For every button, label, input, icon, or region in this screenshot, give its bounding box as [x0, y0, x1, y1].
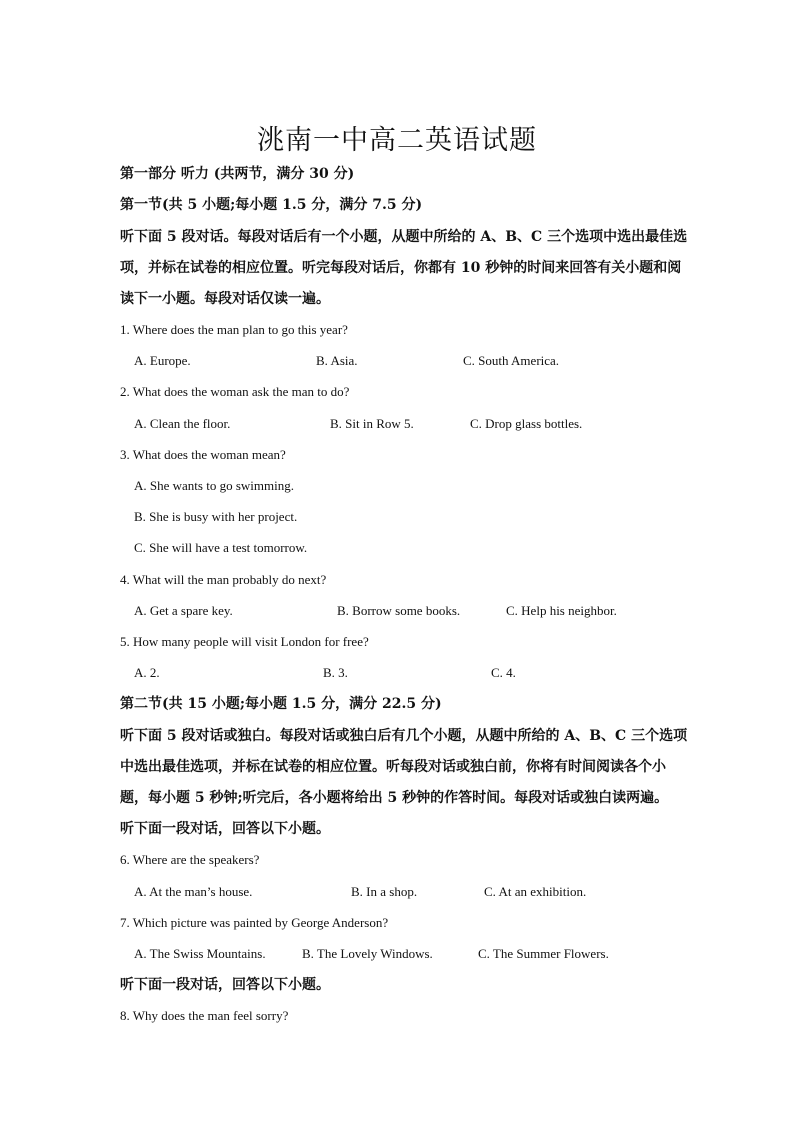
question-stem: 4. What will the man probably do next?: [120, 572, 327, 587]
listen-prompt: 听下面一段对话，回答以下小题。: [120, 821, 330, 837]
section2-instruction-line: 中选出最佳选项，并标在试卷的相应位置。听每段对话或独白前，你将有时间阅读各个小: [120, 759, 666, 775]
section2-instruction-line: 题，每小题 5 秒钟;听完后，各小题将给出 5 秒钟的作答时间。每段对话或独白读两遍。: [120, 790, 669, 806]
question-stem: 8. Why does the man feel sorry?: [120, 1008, 289, 1023]
section2-instruction-line: 听下面 5 段对话或独白。每段对话或独白后有几个小题，从题中所给的 A、B、C 三个选项: [120, 728, 688, 744]
option-a: A. The Swiss Mountains.: [134, 946, 266, 961]
question-stem: 3. What does the woman mean?: [120, 447, 286, 462]
option-c: C. The Summer Flowers.: [478, 946, 609, 961]
section1-instruction-line: 听下面 5 段对话。每段对话后有一个小题，从题中所给的 A、B、C 三个选项中选出最佳选: [120, 229, 688, 245]
question-stem: 2. What does the woman ask the man to do?: [120, 384, 350, 399]
option-b: B. Asia.: [316, 353, 358, 368]
part1-header: 第一部分 听力 (共两节，满分 30 分): [120, 166, 355, 182]
option-c: C. At an exhibition.: [484, 884, 587, 899]
page-title: 洮南一中高二英语试题: [257, 125, 537, 156]
option-a: A. 2.: [134, 665, 160, 680]
option-b: B. In a shop.: [351, 884, 418, 899]
option-c: C. She will have a test tomorrow.: [134, 540, 308, 555]
option-a: A. Europe.: [134, 353, 191, 368]
option-b: B. The Lovely Windows.: [302, 946, 433, 961]
option-b: B. She is busy with her project.: [134, 509, 298, 524]
section1-instruction-line: 读下一小题。每段对话仅读一遍。: [120, 291, 330, 307]
option-a: A. At the man’s house.: [134, 884, 253, 899]
option-a: A. Clean the floor.: [134, 416, 231, 431]
option-b: B. Borrow some books.: [337, 603, 461, 618]
question-stem: 7. Which picture was painted by George Anderson?: [120, 915, 389, 930]
question-stem: 1. Where does the man plan to go this year?: [120, 322, 348, 337]
question-stem: 5. How many people will visit London for free?: [120, 634, 369, 649]
option-c: C. South America.: [463, 353, 560, 368]
option-a: A. Get a spare key.: [134, 603, 233, 618]
option-b: B. 3.: [323, 665, 348, 680]
option-b: B. Sit in Row 5.: [330, 416, 414, 431]
section1-instruction-line: 项，并标在试卷的相应位置。听完每段对话后，你都有 10 秒钟的时间来回答有关小题和阅: [120, 260, 682, 276]
option-c: C. Help his neighbor.: [506, 603, 617, 618]
option-c: C. 4.: [491, 665, 516, 680]
listen-prompt: 听下面一段对话，回答以下小题。: [120, 977, 330, 993]
option-c: C. Drop glass bottles.: [470, 416, 583, 431]
section1-header: 第一节(共 5 小题;每小题 1.5 分，满分 7.5 分): [120, 197, 423, 213]
question-stem: 6. Where are the speakers?: [120, 852, 260, 867]
option-a: A. She wants to go swimming.: [134, 478, 294, 493]
section2-header: 第二节(共 15 小题;每小题 1.5 分，满分 22.5 分): [120, 696, 442, 712]
